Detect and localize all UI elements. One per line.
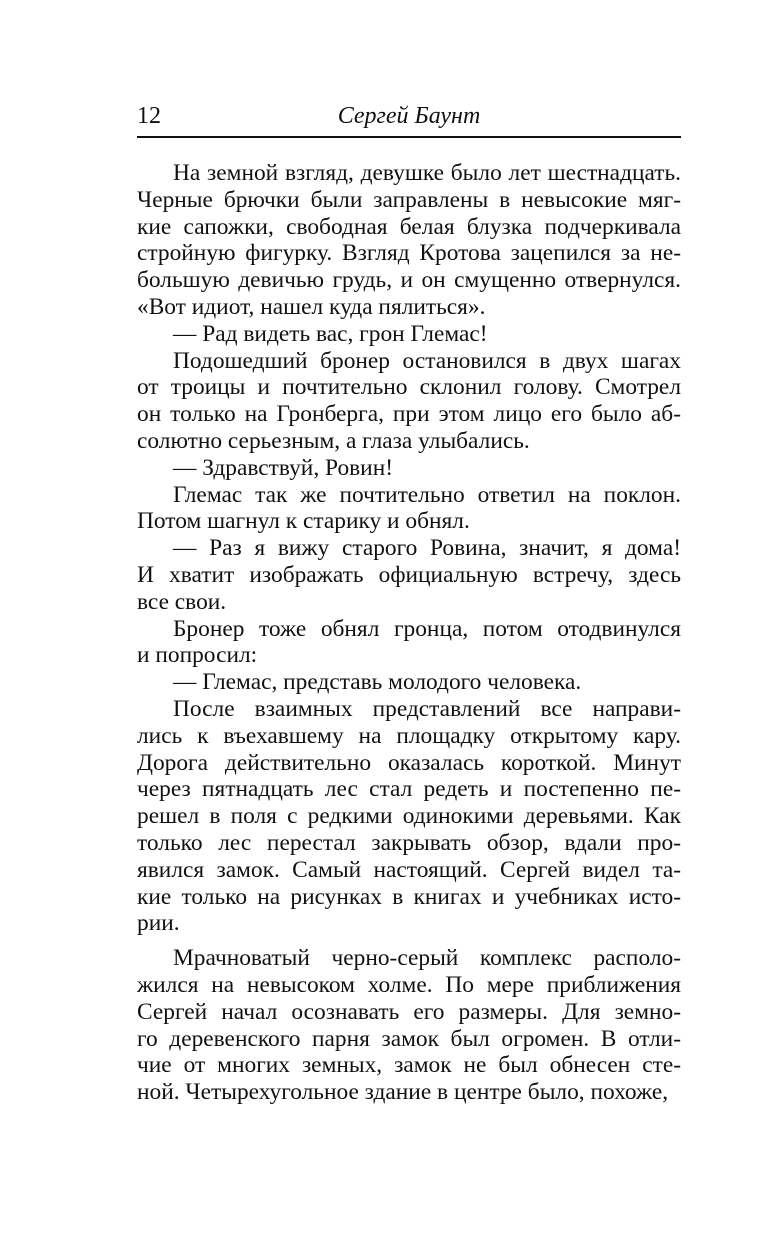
text-line: Сергей начал осознавать его размеры. Для земно- (137, 998, 681, 1025)
text-line: он только на Гронберга, при этом лицо его было аб- (137, 401, 681, 428)
paragraph (137, 696, 681, 937)
text-line: только лес перестал закрывать обзор, вдали про- (137, 829, 681, 856)
text-line: И хватит изображать официальную встречу, здесь (137, 561, 681, 588)
text-line: После взаимных представлений все направи- (173, 695, 681, 722)
text-line: Подошедший бронер остановился в двух шагах (173, 347, 681, 374)
page-header (137, 100, 681, 140)
text-line: Бронер тоже обнял гронца, потом отодвинулся (173, 615, 681, 642)
text-line: решел в поля с редкими одинокими деревьями. Как (137, 803, 681, 830)
text-line: Мрачноватый черно-серый комплекс располо- (173, 945, 681, 972)
text-line: На земной взгляд, девушке было лет шестнадцать. (173, 160, 681, 186)
text-line: Глемас так же почтительно ответил на поклон. (173, 481, 681, 508)
text-line: солютно серьезным, а глаза улыбались. (137, 427, 530, 454)
page-number: 12 (137, 103, 161, 129)
text-line: — Раз я вижу старого Ровина, значит, я дома! (173, 535, 681, 562)
text-line: и попросил: (137, 642, 258, 669)
paragraph (137, 535, 681, 615)
text-line: рии. (137, 910, 180, 937)
text-line: — Глемас, представь молодого человека. (173, 669, 582, 696)
text-line: Черные брючки были заправлены в невысокие мяг- (137, 186, 681, 213)
text-line: ной. Четырехугольное здание в центре было, похоже, (137, 1079, 669, 1106)
text-line: кие только на рисунках в книгах и учебниках исто- (137, 883, 681, 910)
body-text (137, 160, 681, 1106)
text-line: кие сапожки, свободная белая блузка подчеркивала (137, 213, 681, 240)
text-line: явился замок. Самый настоящий. Сергей видел та- (137, 856, 681, 883)
paragraph (137, 669, 681, 696)
text-line: «Вот идиот, нашел куда пялиться». (137, 293, 486, 320)
text-line: жился на невысоком холме. По мере приближения (137, 971, 681, 998)
paragraph (137, 455, 681, 482)
paragraph-gap (137, 937, 681, 945)
paragraph (137, 160, 681, 321)
text-line: го деревенского парня замок был огромен. В отли- (137, 1025, 681, 1052)
text-line: стройную фигурку. Взгляд Кротова зацепился за не- (137, 240, 681, 267)
text-line: Потом шагнул к старику и обнял. (137, 508, 470, 535)
text-line: через пятнадцать лес стал редеть и постепенно пе- (137, 776, 681, 803)
header-rule (137, 136, 681, 138)
text-line: чие от многих земных, замок не был обнесен сте- (137, 1052, 681, 1079)
running-title: Сергей Баунт (337, 103, 481, 129)
paragraph (137, 616, 681, 670)
text-line: большую девичью грудь, и он смущенно отвернулся. (137, 267, 681, 294)
paragraph (137, 321, 681, 348)
paragraph (137, 482, 681, 536)
text-line: от троицы и почтительно склонил голову. Смотрел (137, 374, 681, 401)
text-line: лись к въехавшему на площадку открытому кару. (137, 722, 681, 749)
paragraph (137, 348, 681, 455)
text-line: — Здравствуй, Ровин! (173, 454, 394, 481)
text-line: Дорога действительно оказалась короткой. Минут (137, 749, 681, 776)
paragraph (137, 945, 681, 1106)
text-line: все свои. (137, 588, 227, 615)
text-line: — Рад видеть вас, грон Глемас! (173, 320, 488, 347)
